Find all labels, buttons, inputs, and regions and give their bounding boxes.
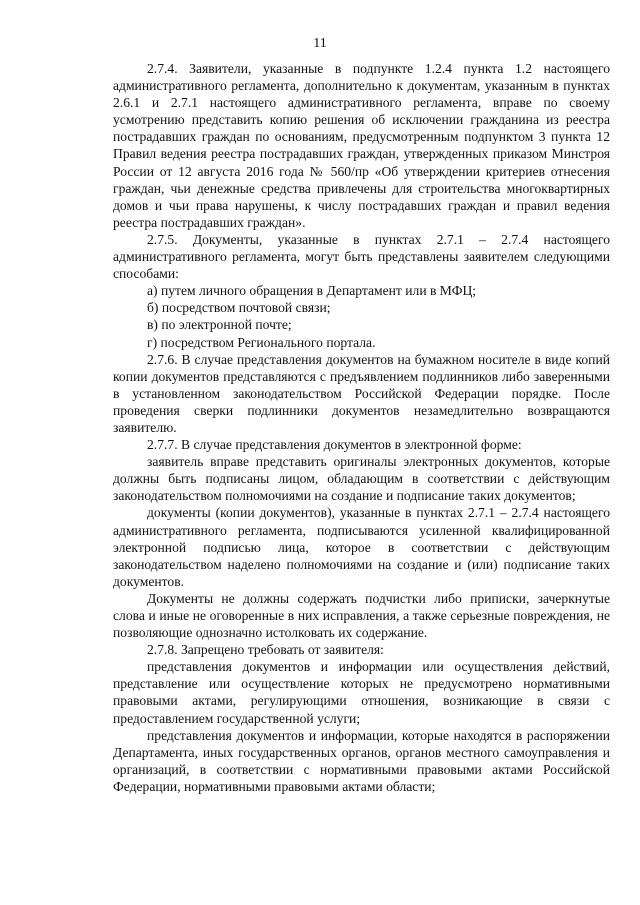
paragraph-documents-signature: документы (копии документов), указанные в пунктах 2.7.1 – 2.7.4 настоящего административного регламента, подписываются усиленной квалифицированной электронной подписью лица, которое в соответствии с действующим законодательством наделено полномочиями на создание и (или) подписание таких документов. xyxy=(113,505,610,589)
paragraph-applicant-right: заявитель вправе представить оригиналы электронных документов, которые должны быть подписаны лицом, обладающим в соответствии с действующим законодательством полномочиями на создание и подписание таких документов; xyxy=(113,454,610,504)
paragraph-2-7-6: 2.7.6. В случае представления документов на бумажном носителе в виде копий копии документов представляются с предъявлением подлинников либо заверенными в установленном законодательством Российской Федерации порядке. После проведения сверки подлинники документов незамедлительно возвращаются заявителю. xyxy=(113,351,610,435)
paragraph-2-7-5: 2.7.5. Документы, указанные в пунктах 2.7.1 – 2.7.4 настоящего административного регламента, могут быть представлены заявителем следующими способами: xyxy=(113,231,610,282)
paragraph-prohibition-actions: представления документов и информации или осуществления действий, представление или осуществление которых не предусмотрено нормативными правовыми актами, регулирующими отношения, возникающие в связи с предоставлением государственной услуги; xyxy=(113,659,610,726)
document-body xyxy=(113,60,610,795)
paragraph-prohibition-documents: представления документов и информации, которые находятся в распоряжении Департамента, иных государственных органов, органов местного самоуправления и организаций, в соответствии с нормативными правовыми актами Российской Федерации, нормативными правовыми актами области; xyxy=(113,727,610,794)
paragraph-2-7-8: 2.7.8. Запрещено требовать от заявителя: xyxy=(147,642,384,658)
page-number: 11 xyxy=(313,36,327,51)
list-item-a: а) путем личного обращения в Департамент или в МФЦ; xyxy=(147,283,477,299)
list-item-v: в) по электронной почте; xyxy=(147,317,292,333)
paragraph-2-7-4: 2.7.4. Заявители, указанные в подпункте 1.2.4 пункта 1.2 настоящего административного регламента, дополнительно к документам, указанным в пунктах 2.6.1 и 2.7.1 настоящего административного регламента, вправе по своему усмотрению представить копию решения об исключении гражданина из реестра пострадавших граждан по основаниям, предусмотренным подпунктом 3 пункта 12 Правил ведения реестра пострадавших граждан, утвержденных приказом Минстроя России от 12 августа 2016 года № 560/пр «Об утверждении критериев отнесения граждан, чьи денежные средства привлечены для строительства многоквартирных домов и чьи права нарушены, к числу пострадавших граждан и правил ведения реестра пострадавших граждан». xyxy=(113,61,610,230)
paragraph-2-7-7: 2.7.7. В случае представления документов в электронной форме: xyxy=(147,437,522,453)
list-item-g: г) посредством Регионального портала. xyxy=(147,334,376,350)
paragraph-documents-requirements: Документы не должны содержать подчистки либо приписки, зачеркнутые слова и иные не оговоренные в них исправления, а также серьезные повреждения, не позволяющие однозначно истолковать их содержание. xyxy=(113,590,610,641)
list-item-b: б) посредством почтовой связи; xyxy=(147,300,331,316)
